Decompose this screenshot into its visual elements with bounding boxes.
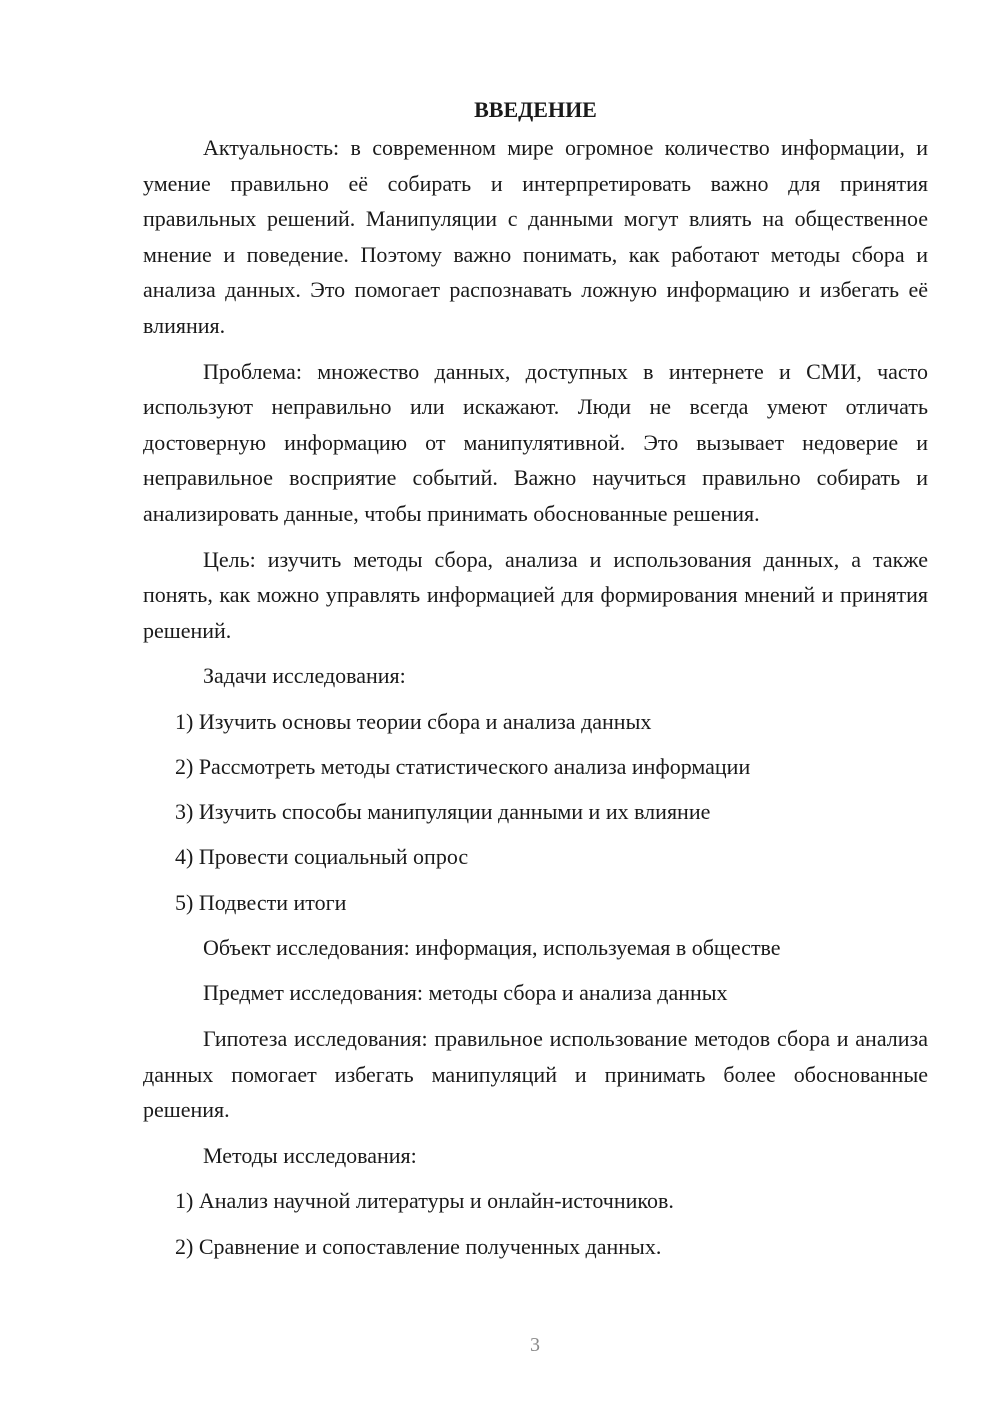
list-item: 3) Изучить способы манипуляции данными и их влияние — [175, 799, 711, 825]
tasks-list — [143, 704, 928, 920]
methods-list — [143, 1183, 928, 1264]
object-line: Объект исследования: информация, используемая в обществе — [203, 934, 781, 960]
subject-line: Предмет исследования: методы сбора и анализа данных — [203, 980, 728, 1006]
methods-title: Методы исследования: — [203, 1142, 417, 1168]
list-item: 2) Сравнение и сопоставление полученных данных. — [175, 1233, 662, 1259]
page-number: 3 — [530, 1334, 540, 1356]
tasks-title: Задачи исследования: — [203, 663, 406, 689]
relevance-paragraph: Актуальность: в современном мире огромное количество информации, и умение правильно её собирать и интерпретировать важно для принятия правильных решений. Манипуляции с данными могут влиять на общественное мнение и поведение. Поэтому важно понимать, как работают методы сбора и анализа данных. Это помогает распознавать ложную информацию и избегать её влияния. — [143, 135, 928, 338]
section-heading: ВВЕДЕНИЕ — [474, 97, 597, 122]
document-page — [143, 92, 928, 1274]
list-item: 1) Изучить основы теории сбора и анализа данных — [175, 708, 652, 734]
list-item: 1) Анализ научной литературы и онлайн-источников. — [175, 1188, 674, 1214]
list-item: 4) Провести социальный опрос — [175, 844, 469, 870]
problem-paragraph: Проблема: множество данных, доступных в интернете и СМИ, часто используют неправильно или искажают. Люди не всегда умеют отличать достоверную информацию от манипулятивной. Это вызывает недоверие и неправильное восприятие событий. Важно научиться правильно собирать и анализировать данные, чтобы принимать обоснованные решения. — [143, 358, 928, 526]
list-item: 5) Подвести итоги — [175, 889, 347, 915]
hypothesis-paragraph: Гипотеза исследования: правильное использование методов сбора и анализа данных помогает избегать манипуляций и принимать более обоснованные решения. — [143, 1026, 928, 1123]
goal-paragraph: Цель: изучить методы сбора, анализа и использования данных, а также понять, как можно управлять информацией для формирования мнений и принятия решений. — [143, 546, 928, 643]
list-item: 2) Рассмотреть методы статистического анализа информации — [175, 754, 751, 780]
